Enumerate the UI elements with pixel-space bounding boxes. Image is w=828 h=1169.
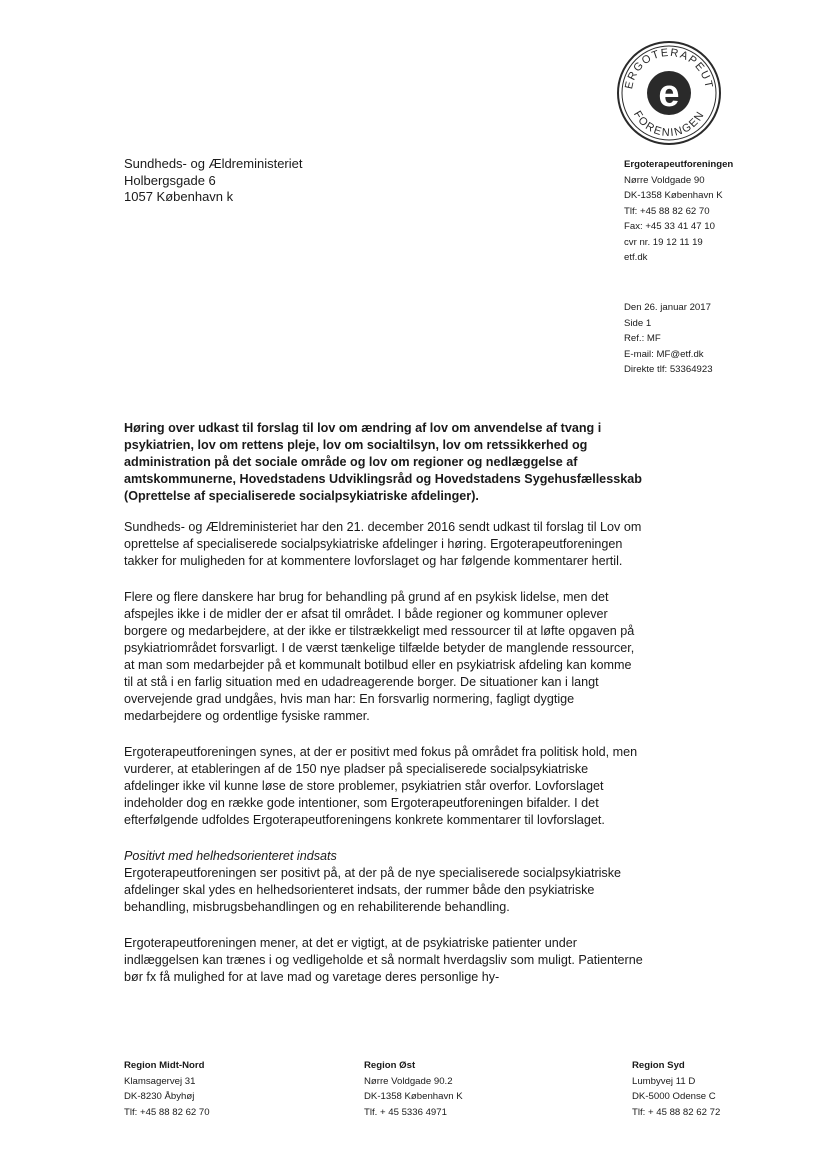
region-city: DK-8230 Åbyhøj (124, 1091, 195, 1102)
sender-name: Ergoterapeutforeningen (624, 159, 734, 170)
region-street: Klamsagervej 31 (124, 1075, 196, 1087)
letter-page: Side 1 (624, 317, 652, 329)
region-name: Region Midt-Nord (124, 1060, 205, 1071)
region-name: Region Syd (632, 1060, 685, 1071)
letter-date: Den 26. januar 2017 (624, 302, 711, 313)
sender-street: Nørre Voldgade 90 (624, 174, 705, 186)
paragraph-4: Ergoterapeutforeningen ser positivt på, at der på de nye specialiserede socialpsykiatriske afdelinger skal ydes en helhedsorienteret indsats, der rummer både den psykiatriske behandling, misbrugsbehandlingen og en rehabiliterende behandling. (124, 866, 622, 914)
logo-top-text: ERGOTERAPEUT (623, 46, 715, 91)
letter-email: E-mail: MF@etf.dk (624, 348, 704, 360)
region-street: Lumbyvej 11 D (632, 1075, 696, 1087)
sender-city: DK-1358 København K (624, 190, 723, 201)
region-street: Nørre Voldgade 90.2 (364, 1075, 453, 1087)
letter-body (124, 420, 644, 1005)
region-city: DK-1358 København K (364, 1091, 463, 1102)
sender-web: etf.dk (624, 252, 648, 263)
footer-region-syd (632, 1058, 720, 1120)
letter-ref: Ref.: MF (624, 333, 661, 344)
sender-fax: Fax: +45 33 41 47 10 (624, 221, 715, 232)
paragraph-3: Ergoterapeutforeningen synes, at der er positivt med fokus på området fra politisk hold, men vurderer, at etableringen af de 150 nye pladser på specialiserede socialpsykiatriske afdelinger ikke vil kunne løse de store problemer, psykiatrien står overfor. Lovforslaget indeholder dog en række gode intentioner, som Ergoterapeutforeningen bifalder. I det efterfølgende udfoldes Ergoterapeutforeningens konkrete kommentarer til lovforslaget. (124, 745, 638, 827)
region-city: DK-5000 Odense C (632, 1091, 716, 1102)
letter-direct-phone: Direkte tlf: 53364923 (624, 364, 713, 375)
region-phone: Tlf: +45 88 82 62 70 (124, 1106, 210, 1118)
paragraph-5: Ergoterapeutforeningen mener, at det er vigtigt, at de psykiatriske patienter under indlæggelsen kan trænes i og vedligeholde et så normalt hverdagsliv som muligt. Patienterne bør fx få mulighed for at lave mad og varetage deres personlige hy- (124, 936, 643, 984)
section-subheading: Positivt med helhedsorienteret indsats (124, 849, 337, 863)
logo-mark: e (658, 73, 680, 115)
sender-address (624, 157, 733, 266)
ergoterapeut-foreningen-logo (616, 40, 722, 146)
recipient-line-3: 1057 København k (124, 189, 234, 204)
footer-region-midt-nord (124, 1058, 210, 1120)
paragraph-1: Sundheds- og Ældreministeriet har den 21. december 2016 sendt udkast til forslag til Lov om oprettelse af specialiserede socialpsykiatriske afdelinger i høring. Ergoterapeutforeningen takker for muligheden for at kommentere lovforslaget og har følgende kommentarer hertil. (124, 520, 642, 568)
recipient-line-2: Holbergsgade 6 (124, 172, 216, 188)
sender-phone: Tlf: +45 88 82 62 70 (624, 205, 710, 217)
region-phone: Tlf: + 45 88 82 62 72 (632, 1106, 721, 1118)
recipient-line-1: Sundheds- og Ældreministeriet (124, 156, 303, 171)
footer-region-oest (364, 1058, 463, 1120)
paragraph-2: Flere og flere danskere har brug for behandling på grund af en psykisk lidelse, men det afspejles ikke i de midler der er afsat til området. I både regioner og kommuner oplever borgere og medarbejdere, at der ikke er tilstrækkeligt med ressourcer til at løfte opgaven på psykiatriområdet forsvarligt. I de værst tænkelige tilfælde betyder de manglende ressourcer, at man som medarbejder på et kommunalt botilbud eller en psykiatrisk afdeling kan komme til at stå i en farlig situation med en udadreagerende borger. De situationer kan i langt overvejende grad undgåes, hvis man har: En forsvarlig normering, fagligt dygtige medarbejdere og ordentlige fysiske rammer. (124, 590, 635, 723)
recipient-address (124, 156, 302, 206)
letter-meta (624, 300, 713, 378)
region-name: Region Øst (364, 1060, 416, 1071)
letter-title: Høring over udkast til forslag til lov om ændring af lov om anvendelse af tvang i psykiatrien, lov om rettens pleje, lov om socialtilsyn, lov om retssikkerhed og administration på det sociale område og lov om regioner og nedlæggelse af amtskommunerne, Hovedstadens Udviklingsråd og Hovedstadens Sygehusfællesskab (Oprettelse af specialiserede socialpsykiatriske afdelinger). (124, 421, 642, 503)
region-phone: Tlf. + 45 5336 4971 (364, 1106, 447, 1118)
logo-bottom-text: FORENINGEN (630, 108, 708, 140)
sender-cvr: cvr nr. 19 12 11 19 (624, 236, 703, 248)
